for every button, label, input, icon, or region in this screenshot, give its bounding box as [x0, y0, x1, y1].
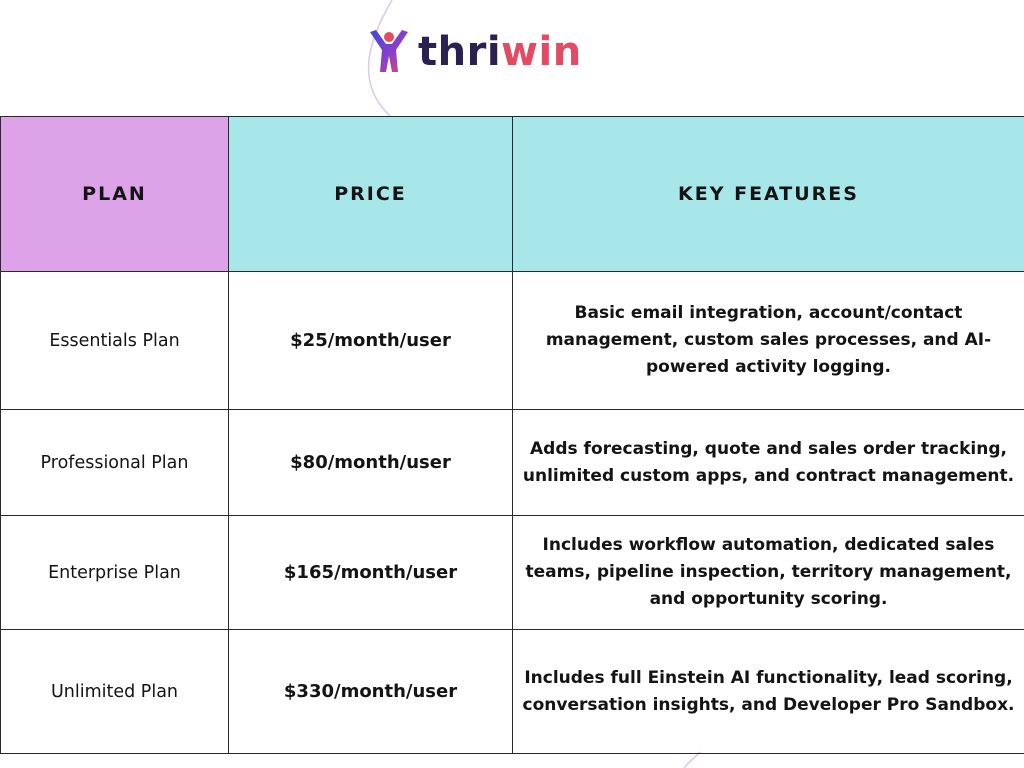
plan-name-cell: Enterprise Plan — [1, 516, 229, 630]
price-cell: $165/month/user — [229, 516, 513, 630]
features-cell: Includes full Einstein AI functionality, lead scoring, conversation insights, and Developer Pro Sandbox. — [513, 630, 1024, 754]
price-column-header: PRICE — [229, 117, 513, 272]
person-raising-arms-icon — [364, 26, 414, 78]
table-row — [1, 410, 1024, 516]
price-cell: $330/month/user — [229, 630, 513, 754]
table-row — [1, 272, 1024, 410]
features-column-header: KEY FEATURES — [513, 117, 1024, 272]
price-cell: $25/month/user — [229, 272, 513, 410]
plan-name-cell: Professional Plan — [1, 410, 229, 516]
table-row — [1, 516, 1024, 630]
price-cell: $80/month/user — [229, 410, 513, 516]
plan-name-cell: Essentials Plan — [1, 272, 229, 410]
decorative-curve-bottom — [684, 752, 700, 768]
brand-logo — [364, 24, 582, 80]
brand-name-main: thri — [418, 29, 502, 75]
features-cell: Includes workflow automation, dedicated sales teams, pipeline inspection, territory management, and opportunity scoring. — [513, 516, 1024, 630]
table-row — [1, 630, 1024, 754]
plan-column-header: PLAN — [1, 117, 229, 272]
features-cell: Adds forecasting, quote and sales order tracking, unlimited custom apps, and contract management. — [513, 410, 1024, 516]
header-row — [1, 117, 1024, 272]
pricing-table — [0, 116, 1024, 754]
plan-name-cell: Unlimited Plan — [1, 630, 229, 754]
features-cell: Basic email integration, account/contact management, custom sales processes, and AI-powered activity logging. — [513, 272, 1024, 410]
brand-name-accent: win — [501, 29, 582, 75]
brand-wordmark — [418, 29, 582, 75]
